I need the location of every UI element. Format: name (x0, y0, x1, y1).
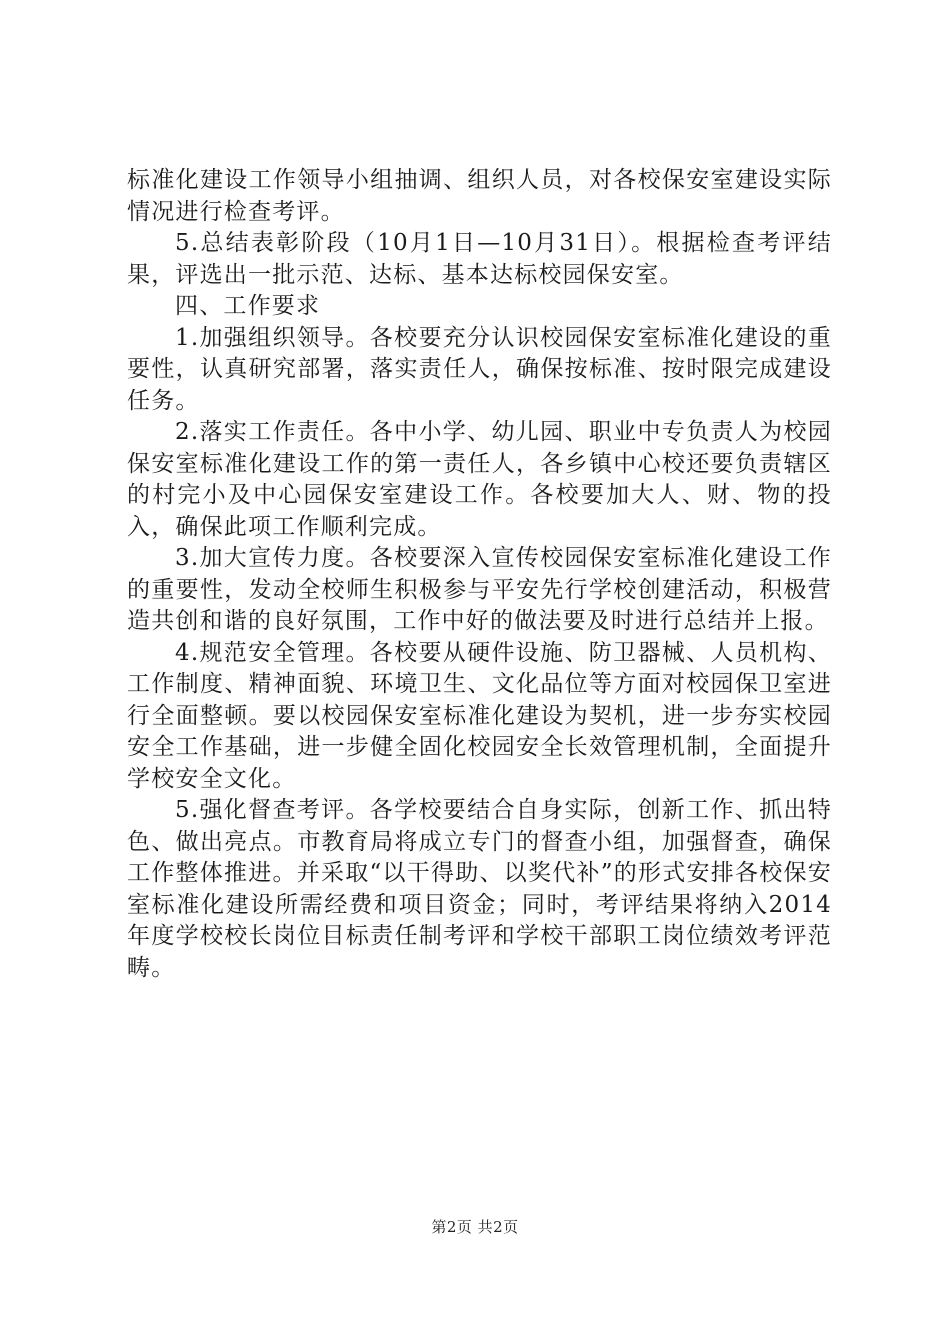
paragraph-requirement-3: 3.加大宣传力度。各校要深入宣传校园保安室标准化建设工作的重要性，发动全校师生积极参与平安先行学校创建活动，积极营造共创和谐的良好氛围，工作中好的做法要及时进行总结并上报。 (127, 545, 832, 634)
paragraph-requirement-2: 2.落实工作责任。各中小学、幼儿园、职业中专负责人为校园保安室标准化建设工作的第一责任人，各乡镇中心校还要负责辖区的村完小及中心园保安室建设工作。各校要加大人、财、物的投入，确保此项工作顺利完成。 (127, 419, 832, 540)
paragraph-stage-5: 5.总结表彰阶段（10月1日—10月31日）。根据检查考评结果，评选出一批示范、达标、基本达标校园保安室。 (127, 230, 832, 288)
section-heading-work-requirements: 四、工作要求 (175, 293, 321, 319)
paragraph-requirement-5: 5.强化督查考评。各学校要结合自身实际，创新工作、抓出特色、做出亮点。市教育局将成立专门的督查小组，加强督查，确保工作整体推进。并采取“以干得助、以奖代补”的形式安排各校保安室标准化建设所需经费和项目资金；同时，考评结果将纳入2014年度学校校长岗位目标责任制考评和学校干部职工岗位绩效考评范畴。 (127, 797, 832, 981)
paragraph-continuation: 标准化建设工作领导小组抽调、组织人员，对各校保安室建设实际情况进行检查考评。 (127, 167, 832, 225)
document-body (127, 165, 832, 984)
page-number-footer: 第2页 共2页 (431, 1218, 519, 1236)
paragraph-requirement-4: 4.规范安全管理。各校要从硬件设施、防卫器械、人员机构、工作制度、精神面貌、环境卫生、文化品位等方面对校园保卫室进行全面整顿。要以校园保安室标准化建设为契机，进一步夯实校园安全工作基础，进一步健全固化校园安全长效管理机制，全面提升学校安全文化。 (127, 639, 832, 792)
paragraph-requirement-1: 1.加强组织领导。各校要充分认识校园保安室标准化建设的重要性，认真研究部署，落实责任人，确保按标准、按时限完成建设任务。 (127, 324, 832, 414)
